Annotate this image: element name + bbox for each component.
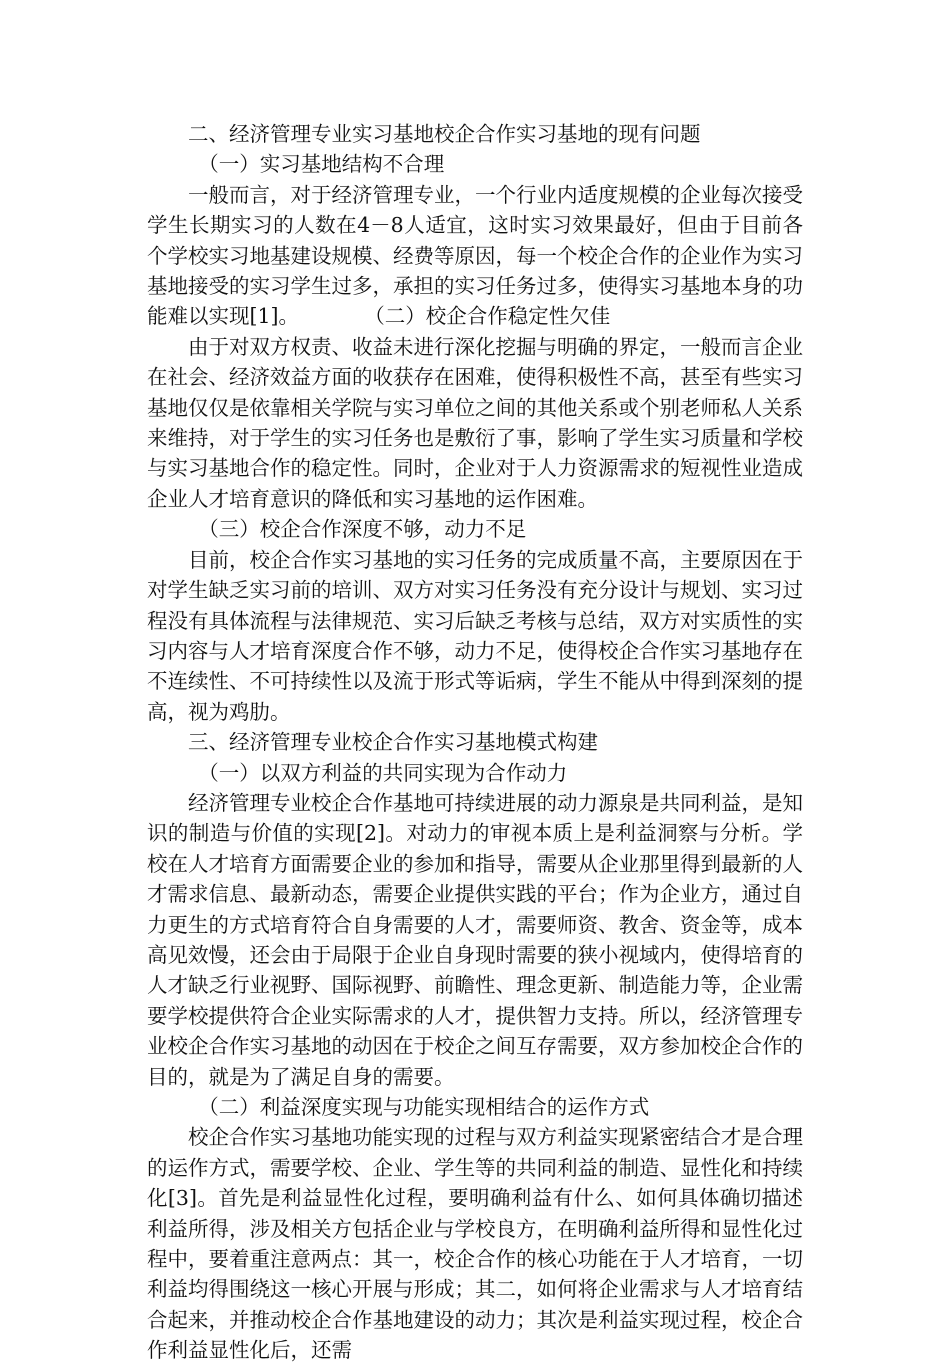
subsection-heading-3-2: （二）利益深度实现与功能实现相结合的运作方式 bbox=[198, 1095, 650, 1119]
paragraph-internship-structure: 一般而言，对于经济管理专业，一个行业内适度规模的企业每次接受学生长期实习的人数在4－8人适宜，这时实习效果最好，但由于目前各个学校实习地基建设规模、经费等原因，每一个校企合作的企业作为实习基地接受的实习学生过多，承担的实习任务过多，使得实习基地本身的功能难以实现[1]。 （二）校企合作稳定性欠佳 bbox=[147, 182, 803, 329]
paragraph-operation-mode: 校企合作实习基地功能实现的过程与双方利益实现紧密结合才是合理的运作方式，需要学校、企业、学生等的共同利益的制造、显性化和持续化[3]。首先是利益显性化过程，要明确利益有什么、如何具体确切描述利益所得，涉及相关方包括企业与学校良方，在明确利益所得和显性化过程中，要着重注意两点：其一，校企合作的核心功能在于人才培育，一切利益均得围绕这一核心开展与形成；其二，如何将企业需求与人才培育结合起来，并推动校企合作基地建设的动力；其次是利益实现过程，校企合作利益显性化后，还需 bbox=[147, 1125, 803, 1363]
subsection-heading-3-1: （一）以双方利益的共同实现为合作动力 bbox=[198, 760, 568, 785]
paragraph-cooperation-depth: 目前，校企合作实习基地的实习任务的完成质量不高，主要原因在于对学生缺乏实习前的培训、双方对实习任务没有充分设计与规划、实习过程没有具体流程与法律规范、实习后缺乏考核与总结，双方对实质性的实习内容与人才培育深度合作不够，动力不足，使得校企合作实习基地存在不连续性、不可持续性以及流于形式等诟病，学生不能从中得到深刻的提高，视为鸡肋。 bbox=[147, 547, 803, 724]
paragraph-mutual-interest: 经济管理专业校企合作基地可持续进展的动力源泉是共同利益，是知识的制造与价值的实现[2]。对动力的审视本质上是利益洞察与分析。学校在人才培育方面需要企业的参加和指导，需要从企业那里得到最新的人才需求信息、最新动态，需要企业提供实践的平台；作为企业方，通过自力更生的方式培育符合自身需要的人才，需要师资、教舍、资金等，成本高见效慢，还会由于局限于企业自身现时需要的狭小视域内，使得培育的人才缺乏行业视野、国际视野、前瞻性、理念更新、制造能力等，企业需要学校提供符合企业实际需求的人才，提供智力支持。所以，经济管理专业校企合作实习基地的动因在于校企之间互存需要，双方参加校企合作的目的，就是为了满足自身的需要。 bbox=[147, 790, 803, 1089]
section-heading-3: 三、经济管理专业校企合作实习基地模式构建 bbox=[188, 730, 598, 755]
subsection-heading-2-3: （三）校企合作深度不够，动力不足 bbox=[198, 517, 527, 542]
document-body bbox=[147, 119, 803, 1366]
section-heading-2: 二、经济管理专业实习基地校企合作实习基地的现有问题 bbox=[188, 122, 701, 146]
paragraph-cooperation-stability: 由于对双方权责、收益未进行深化挖掘与明确的界定，一般而言企业在社会、经济效益方面的收获存在困难，使得积极性不高，甚至有些实习基地仅仅是依靠相关学院与实习单位之间的其他关系或个别老师私人关系来维持，对于学生的实习任务也是敷衍了事，影响了学生实习质量和学校与实习基地合作的稳定性。同时，企业对于人力资源需求的短视性业造成企业人才培育意识的降低和实习基地的运作困难。 bbox=[147, 334, 803, 511]
subsection-heading-2-1: （一）实习基地结构不合理 bbox=[198, 152, 445, 177]
